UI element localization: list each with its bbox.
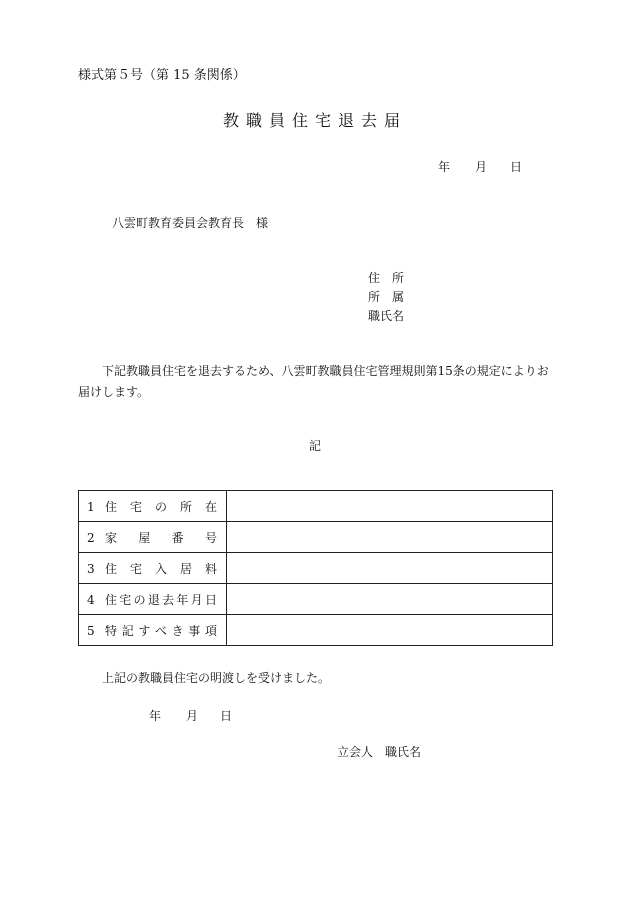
sender-address-label: 住 所 (368, 271, 405, 285)
confirmation-month-label: 月 (186, 709, 199, 723)
item-number: 4 (87, 592, 95, 607)
item-label-cell (79, 522, 227, 553)
form-number: 様式第５号（第 15 条関係） (78, 68, 246, 83)
table-row (79, 522, 553, 553)
date-year-label: 年 (438, 160, 451, 174)
item-label: 住宅の退去年月日 (105, 592, 217, 607)
body-text: 下記教職員住宅を退去するため、八雲町教職員住宅管理規則第15条の規定によりお届けします。 (78, 364, 549, 399)
table-row (79, 553, 553, 584)
item-label: 住宅入居料 (105, 561, 217, 576)
witness-block (337, 743, 421, 760)
item-number: 3 (87, 561, 95, 576)
item-label-cell (79, 615, 227, 646)
table-row (79, 491, 553, 522)
date-month-label: 月 (475, 160, 488, 174)
item-number: 1 (87, 499, 95, 514)
table-row (79, 615, 553, 646)
item-label: 特記すべき事項 (105, 623, 217, 638)
item-value-field[interactable] (227, 522, 553, 553)
item-number: 5 (87, 623, 95, 638)
table-row (79, 584, 553, 615)
item-label: 家屋番号 (105, 530, 217, 545)
item-label-cell (79, 491, 227, 522)
confirmation-day-label: 日 (220, 709, 233, 723)
item-number: 2 (87, 530, 95, 545)
date-day-label: 日 (510, 160, 523, 174)
ki-heading: 記 (308, 439, 321, 453)
item-value-field[interactable] (227, 615, 553, 646)
item-value-field[interactable] (227, 553, 553, 584)
item-label: 住宅の所在 (105, 499, 217, 514)
witness-label: 立会人 (337, 745, 374, 759)
items-table (78, 490, 553, 646)
witness-name-label: 職氏名 (385, 745, 422, 759)
confirmation-year-label: 年 (149, 709, 162, 723)
sender-affiliation-label: 所 属 (368, 290, 405, 304)
addressee: 八雲町教育委員会教育長 様 (112, 216, 269, 230)
item-value-field[interactable] (227, 491, 553, 522)
item-label-cell (79, 584, 227, 615)
sender-name-label: 職氏名 (368, 309, 405, 323)
document-title: 教職員住宅退去届 (222, 111, 407, 130)
item-label-cell (79, 553, 227, 584)
item-value-field[interactable] (227, 584, 553, 615)
confirmation-text: 上記の教職員住宅の明渡しを受けました。 (102, 671, 331, 685)
